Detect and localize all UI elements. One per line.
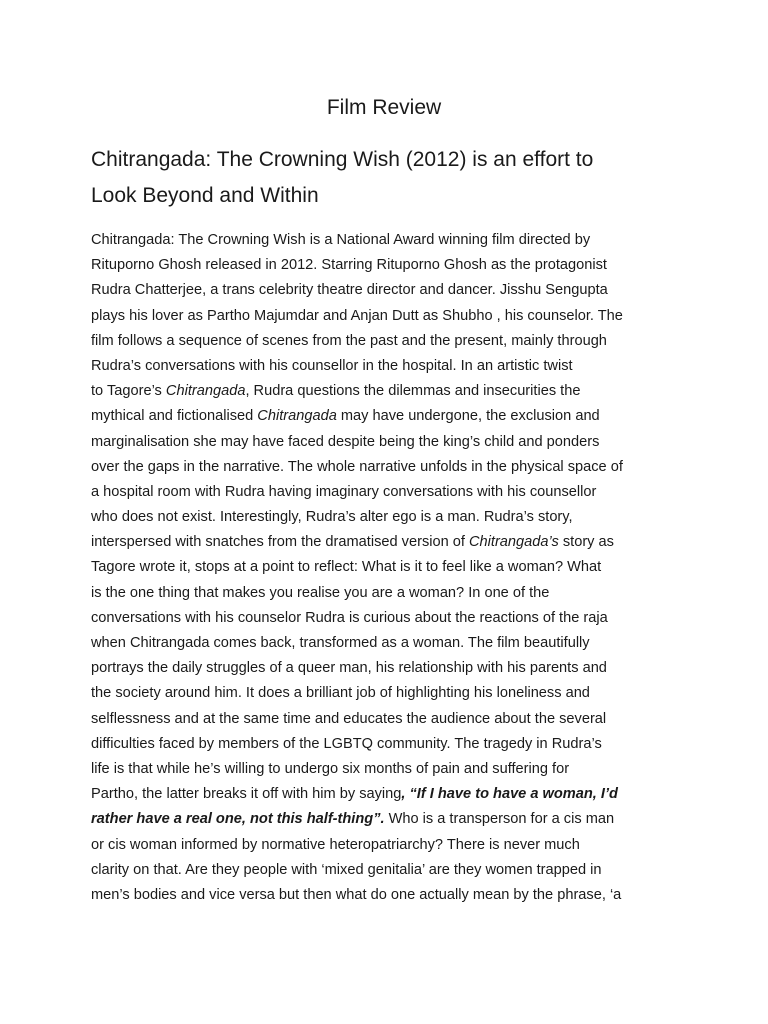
body-line bbox=[91, 480, 751, 505]
body-text: the society around him. It does a brilliant job of highlighting his loneliness and bbox=[91, 685, 590, 702]
review-body bbox=[91, 228, 751, 908]
italic-title: Chitrangada bbox=[257, 408, 337, 425]
body-text: to Tagore’s bbox=[91, 383, 166, 400]
heading-line: Look Beyond and Within bbox=[91, 184, 319, 207]
body-text: Chitrangada: The Crowning Wish is a National Award winning film directed by bbox=[91, 232, 591, 248]
body-text: Who is a transperson for a cis man bbox=[384, 811, 615, 828]
quoted-text: , “If I have to have a woman, I’d bbox=[401, 786, 618, 803]
body-line bbox=[91, 404, 751, 429]
body-line bbox=[91, 430, 751, 455]
body-line bbox=[91, 883, 751, 908]
body-text: plays his lover as Partho Majumdar and Anjan Dutt as Shubho , his counselor. The bbox=[91, 307, 623, 324]
body-text: may have undergone, the exclusion and bbox=[336, 408, 600, 425]
body-text: film follows a sequence of scenes from the past and the present, mainly through bbox=[91, 332, 607, 349]
body-line bbox=[91, 606, 751, 631]
italic-title: Chitrangada bbox=[165, 383, 246, 400]
body-line bbox=[91, 505, 751, 530]
body-line bbox=[91, 329, 751, 354]
document-title: Film Review bbox=[326, 96, 442, 119]
body-line bbox=[91, 354, 751, 379]
body-line bbox=[91, 707, 751, 732]
body-text: a hospital room with Rudra having imaginary conversations with his counsellor bbox=[91, 483, 597, 500]
body-line bbox=[91, 732, 751, 757]
body-line bbox=[91, 631, 751, 656]
body-text: Tagore wrote it, stops at a point to reflect: What is it to feel like a woman? What bbox=[91, 559, 602, 576]
body-text: Rudra’s conversations with his counsellor in the hospital. In an artistic twist bbox=[91, 357, 573, 374]
body-line bbox=[91, 555, 751, 580]
body-line bbox=[91, 858, 751, 883]
body-line bbox=[91, 757, 751, 782]
body-text: Partho, the latter breaks it off with him by saying bbox=[91, 786, 402, 803]
body-text: when Chitrangada comes back, transformed as a woman. The film beautifully bbox=[91, 635, 590, 651]
body-line bbox=[91, 833, 751, 858]
body-line bbox=[91, 253, 751, 278]
body-text: portrays the daily struggles of a queer man, his relationship with his parents and bbox=[91, 660, 607, 677]
body-text: is the one thing that makes you realise you are a woman? In one of the bbox=[91, 584, 550, 601]
body-line bbox=[91, 656, 751, 681]
body-line bbox=[91, 782, 751, 807]
body-line bbox=[91, 278, 751, 303]
body-line bbox=[91, 807, 751, 832]
body-text: difficulties faced by members of the LGBTQ community. The tragedy in Rudra’s bbox=[91, 735, 602, 752]
body-text: interspersed with snatches from the dramatised version of bbox=[91, 534, 469, 551]
review-heading bbox=[91, 142, 691, 214]
body-text: Rituporno Ghosh released in 2012. Starring Rituporno Ghosh as the protagonist bbox=[91, 257, 607, 274]
body-text: life is that while he’s willing to undergo six months of pain and suffering for bbox=[91, 760, 570, 777]
quoted-text: rather have a real one, not this half-thing”. bbox=[91, 811, 385, 828]
body-text: selflessness and at the same time and educates the audience about the several bbox=[91, 710, 607, 727]
body-text: men’s bodies and vice versa but then what do one actually mean by the phrase, ‘a bbox=[91, 886, 622, 903]
body-text: mythical and fictionalised bbox=[91, 408, 258, 425]
body-line bbox=[91, 530, 751, 555]
body-text: marginalisation she may have faced despite being the king’s child and ponders bbox=[91, 433, 600, 450]
body-text: , Rudra questions the dilemmas and insecurities the bbox=[245, 383, 581, 400]
body-text: over the gaps in the narrative. The whole narrative unfolds in the physical space of bbox=[91, 458, 623, 475]
body-text: clarity on that. Are they people with ‘mixed genitalia’ are they women trapped in bbox=[91, 861, 602, 878]
body-text: or cis woman informed by normative heteropatriarchy? There is never much bbox=[91, 836, 580, 853]
body-line bbox=[91, 581, 751, 606]
body-text: story as bbox=[558, 534, 614, 551]
body-line bbox=[91, 304, 751, 329]
body-line bbox=[91, 379, 751, 404]
body-line bbox=[91, 455, 751, 480]
heading-line: Chitrangada: The Crowning Wish (2012) is an effort to bbox=[91, 148, 594, 171]
body-line bbox=[91, 681, 751, 706]
body-text: conversations with his counselor Rudra is curious about the reactions of the raja bbox=[91, 609, 608, 626]
body-text: Rudra Chatterjee, a trans celebrity theatre director and dancer. Jisshu Sengupta bbox=[91, 282, 608, 299]
italic-title: Chitrangada’s bbox=[469, 534, 559, 551]
body-text: who does not exist. Interestingly, Rudra’s alter ego is a man. Rudra’s story, bbox=[91, 509, 573, 526]
body-line bbox=[91, 228, 751, 253]
